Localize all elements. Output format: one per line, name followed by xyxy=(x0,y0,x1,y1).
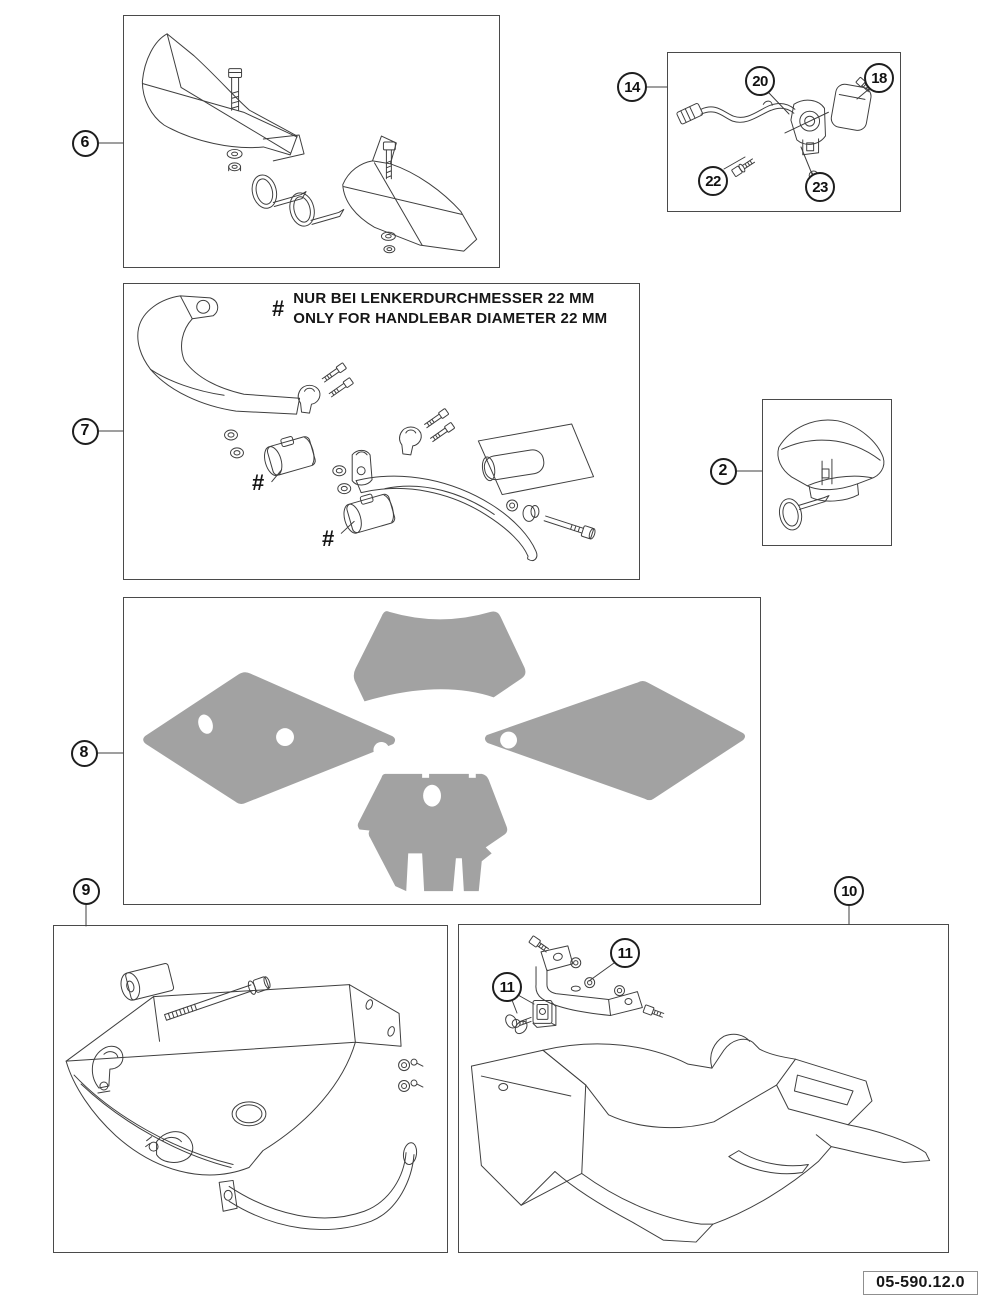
skid-plate-body xyxy=(471,1034,929,1242)
nut-and-screw xyxy=(399,1059,423,1070)
glide-plate xyxy=(66,985,401,1175)
nut xyxy=(585,978,595,988)
washer-spacer-and-bolt xyxy=(507,500,539,521)
callout-20: 20 xyxy=(745,66,775,96)
note-line-german: NUR BEI LENKERDURCHMESSER 22 MM xyxy=(293,290,595,307)
clamp-bolt xyxy=(328,378,353,399)
long-bolt xyxy=(163,975,271,1024)
callout-11: 11 xyxy=(492,972,522,1002)
callout-11: 11 xyxy=(610,938,640,968)
callout-6: 6 xyxy=(72,130,99,157)
handlebar-diameter-note xyxy=(272,289,607,328)
wiring-cable xyxy=(701,101,795,122)
washer-and-nut xyxy=(227,149,242,170)
panel-graphics-kit xyxy=(123,597,761,905)
callout-9: 9 xyxy=(73,878,100,905)
hash-marker: # xyxy=(272,295,285,321)
callout-2: 2 xyxy=(710,458,737,485)
bottom-plate-decal xyxy=(358,773,507,891)
front-number-plate-decal xyxy=(354,611,526,701)
panel-handguard-brackets xyxy=(123,283,640,580)
panel-glide-plate-kit xyxy=(53,925,448,1253)
panel-spoiler xyxy=(762,399,892,546)
callout-10: 10 xyxy=(834,876,864,906)
callout-22: 22 xyxy=(698,166,728,196)
cable-tie xyxy=(249,172,306,210)
cable-tie xyxy=(777,496,829,532)
callout-14: 14 xyxy=(617,72,647,102)
wing-bolt xyxy=(503,1013,531,1036)
handguard-brackets-drawing xyxy=(124,284,639,579)
left-spoiler xyxy=(142,34,304,161)
screw xyxy=(643,1005,664,1019)
panel-skid-plate xyxy=(458,924,949,1253)
clip-nut xyxy=(533,1001,556,1028)
callout-23: 23 xyxy=(805,172,835,202)
adapter-sleeve-22mm xyxy=(340,489,397,535)
note-line-english: ONLY FOR HANDLEBAR DIAMETER 22 MM xyxy=(293,309,608,327)
pipe-brace xyxy=(219,1142,418,1230)
hash-marker-adapter-2: # xyxy=(322,526,335,551)
document-code-label: 05-590.12.0 xyxy=(863,1271,978,1295)
callout-7: 7 xyxy=(72,418,99,445)
right-spoiler xyxy=(343,136,477,251)
nut-and-screw xyxy=(399,1080,423,1091)
handguard-bow xyxy=(356,476,537,560)
spoiler-drawing xyxy=(763,400,891,545)
right-decal xyxy=(485,681,745,800)
nut xyxy=(333,466,346,476)
bolt xyxy=(229,69,242,111)
panel-handguard-spoilers xyxy=(123,15,500,268)
long-bolt xyxy=(543,513,596,540)
adapter-sleeve-22mm xyxy=(260,432,317,478)
clamp-bolt xyxy=(321,363,346,384)
rubber-cover xyxy=(830,83,873,132)
glide-plate-kit-drawing xyxy=(54,926,447,1252)
clamp xyxy=(298,385,320,413)
callout-18: 18 xyxy=(864,63,894,93)
screw-22 xyxy=(731,157,756,177)
clamp xyxy=(399,427,421,455)
nut xyxy=(231,448,244,458)
spoiler xyxy=(778,420,884,501)
hash-marker-adapter-1: # xyxy=(252,470,265,495)
grip-sheet xyxy=(478,424,593,495)
nut xyxy=(338,484,351,494)
graphics-kit-drawing xyxy=(124,598,760,904)
grip xyxy=(481,448,546,481)
left-decal xyxy=(143,672,395,804)
nut xyxy=(225,430,238,440)
clamp-bolt xyxy=(430,422,455,443)
callout-8: 8 xyxy=(71,740,98,767)
handguard-spoilers-drawing xyxy=(124,16,499,267)
bolt xyxy=(383,142,395,179)
clamp xyxy=(92,1046,123,1093)
wiring-connector xyxy=(676,103,703,125)
nut xyxy=(615,986,625,996)
skid-plate-drawing xyxy=(459,925,948,1252)
